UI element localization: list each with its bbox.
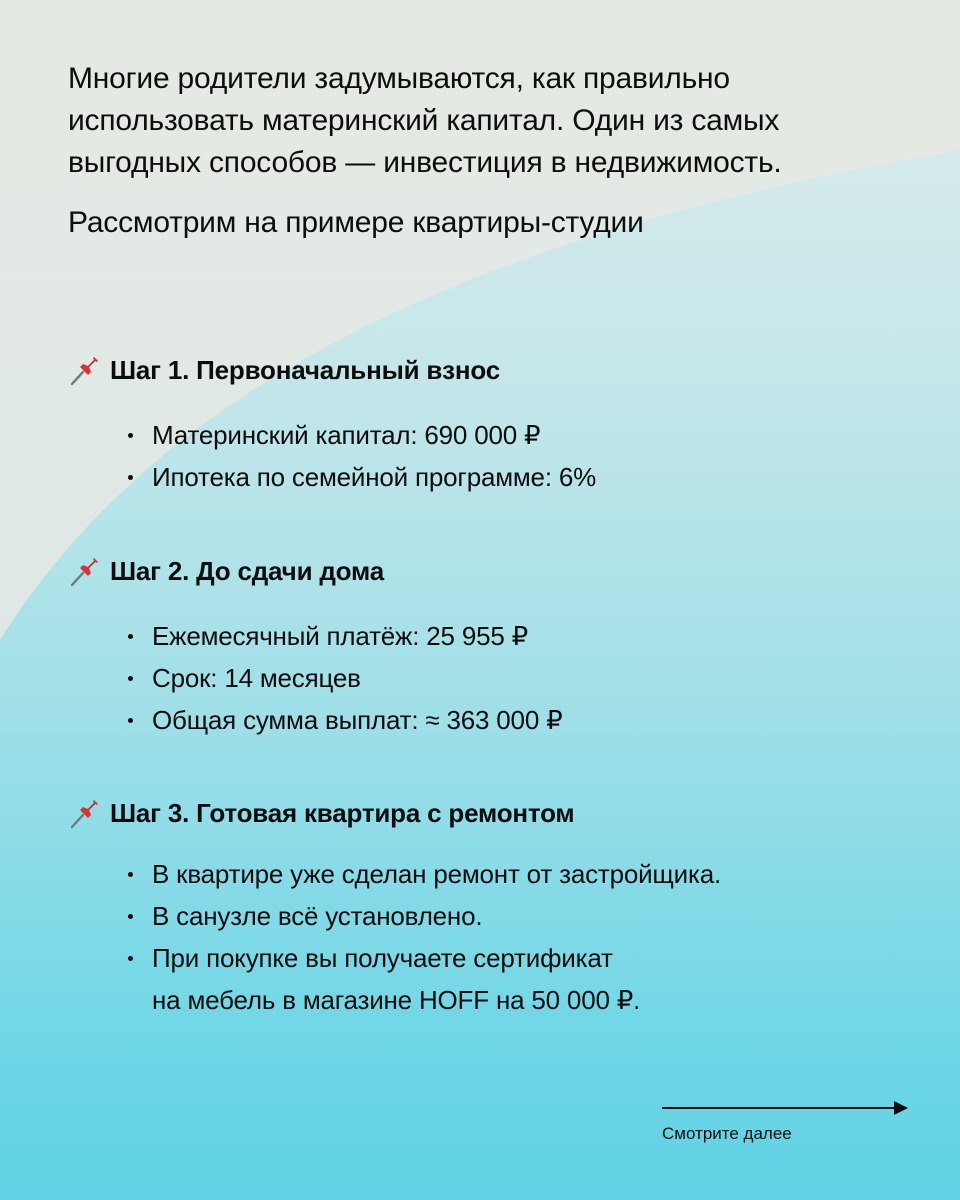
list-item: Ипотека по семейной программе: 6% bbox=[68, 456, 928, 498]
list-item: В квартире уже сделан ремонт от застройщика. bbox=[68, 853, 928, 895]
list-item: Общая сумма выплат: ≈ 363 000 ₽ bbox=[68, 699, 928, 741]
list-item: При покупке вы получаете сертификат на мебель в магазине HOFF на 50 000 ₽. bbox=[68, 937, 928, 1021]
step-title-text: Шаг 2. До сдачи дома bbox=[110, 555, 384, 586]
step-3-title bbox=[68, 795, 928, 831]
step-title-text: Шаг 3. Готовая квартира с ремонтом bbox=[110, 797, 575, 828]
step-2-title bbox=[68, 553, 928, 589]
step-title-text: Шаг 1. Первоначальный взнос bbox=[110, 354, 500, 385]
step-3-list bbox=[68, 853, 928, 1021]
step-1-list bbox=[68, 414, 928, 498]
see-next-label: Смотрите далее bbox=[662, 1124, 792, 1143]
pushpin-icon bbox=[68, 554, 102, 588]
step-1 bbox=[68, 352, 928, 498]
step-2-list bbox=[68, 615, 928, 741]
arrow-head-icon bbox=[894, 1101, 908, 1115]
list-item: Срок: 14 месяцев bbox=[68, 657, 928, 699]
list-item: Материнский капитал: 690 000 ₽ bbox=[68, 414, 928, 456]
see-next-link[interactable] bbox=[662, 1096, 912, 1156]
list-item: В санузле всё установлено. bbox=[68, 895, 928, 937]
pushpin-icon bbox=[68, 353, 102, 387]
intro-paragraph: Многие родители задумываются, как правильно использовать материнский капитал. Один из самых выгодных способов — инвестиция в недвижимость. bbox=[68, 62, 782, 179]
step-3 bbox=[68, 795, 928, 1021]
list-item: Ежемесячный платёж: 25 955 ₽ bbox=[68, 615, 928, 657]
intro-paragraph-2 bbox=[68, 202, 908, 258]
step-2 bbox=[68, 553, 928, 741]
intro-example-line: Рассмотрим на примере квартиры-студии bbox=[68, 206, 644, 239]
arrow-right-icon bbox=[662, 1107, 898, 1109]
pushpin-icon bbox=[68, 796, 102, 830]
step-1-title bbox=[68, 352, 928, 388]
